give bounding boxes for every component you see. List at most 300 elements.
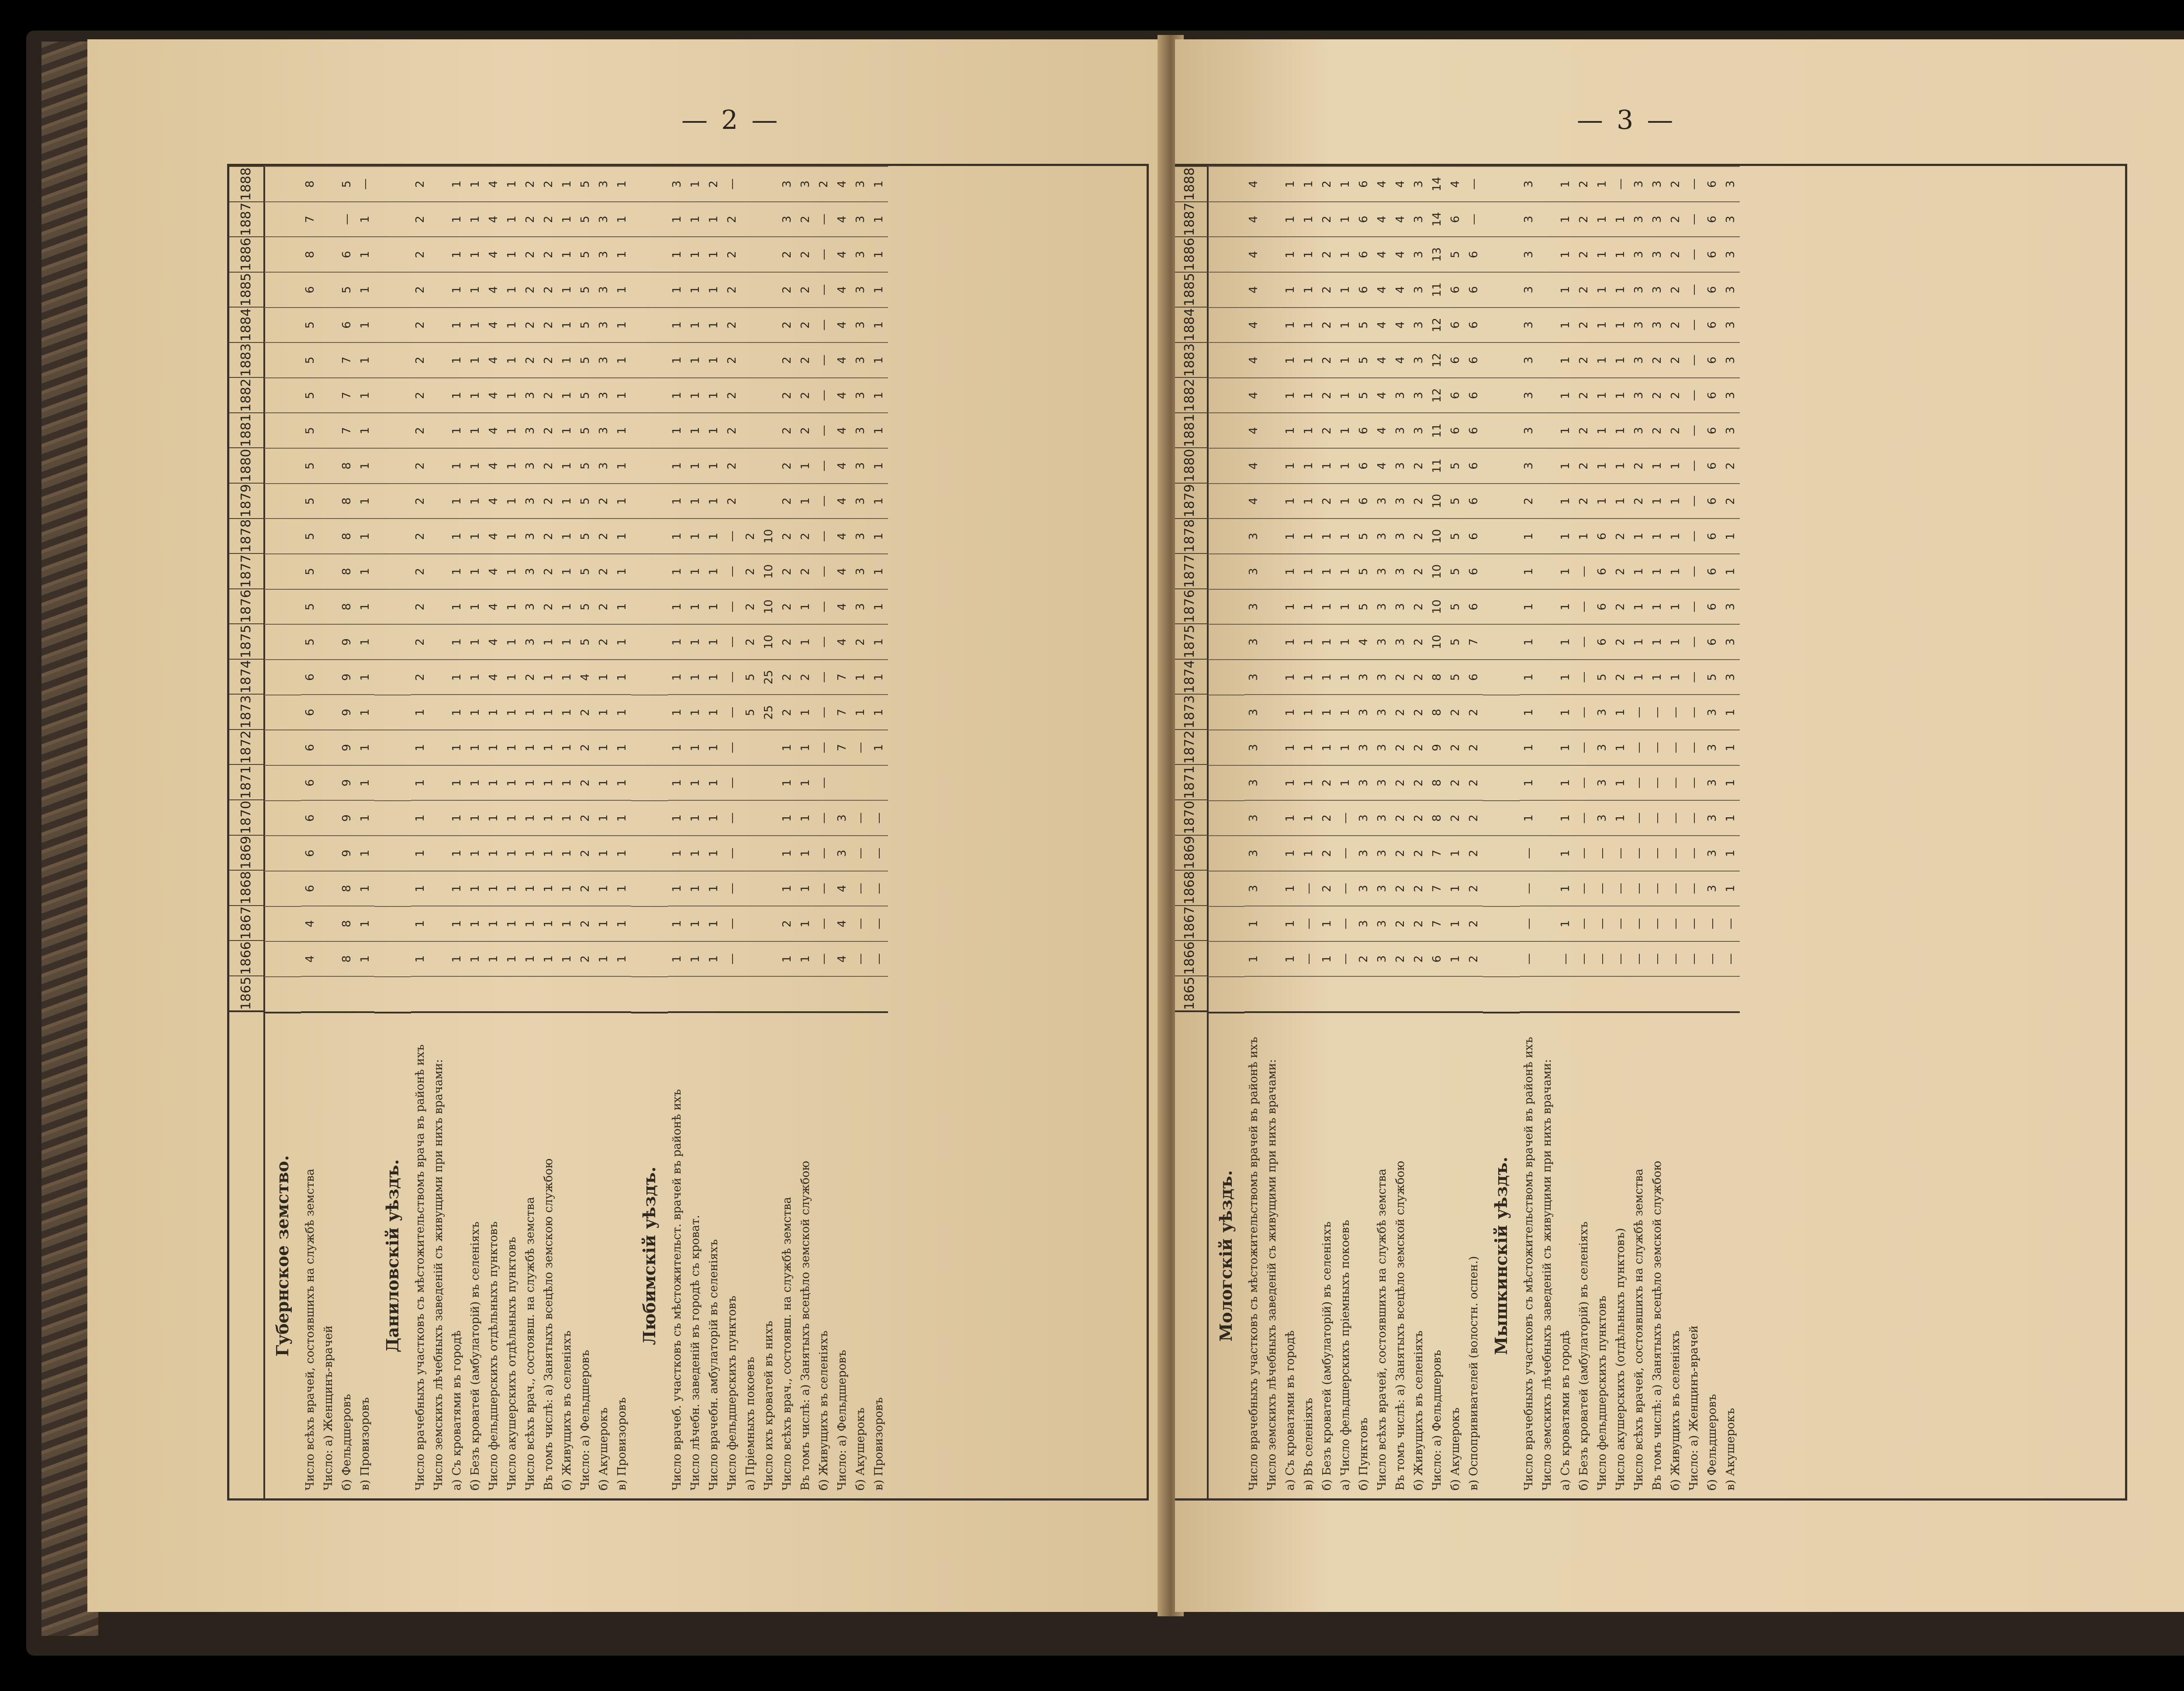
value-cell: 1 <box>503 307 521 342</box>
year-header-cell: 1868 <box>229 870 263 905</box>
value-cell: 1 <box>613 448 631 483</box>
value-cell: 10 <box>760 624 778 659</box>
value-cell: 1 <box>1520 730 1538 765</box>
value-cell <box>741 342 760 377</box>
value-cell: 2 <box>1611 624 1630 659</box>
value-cell: 1 <box>613 553 631 589</box>
value-cell: 4 <box>484 201 503 237</box>
value-cell: 2 <box>1410 941 1428 976</box>
value-cell: — <box>815 518 833 553</box>
value-cell: 1 <box>1336 448 1355 483</box>
value-cell: 2 <box>411 166 429 201</box>
row-label: Число всѣхъ врач., состоявш. на службѣ земства <box>778 1011 796 1498</box>
value-cell: 4 <box>1373 448 1391 483</box>
value-cell: 2 <box>576 835 594 871</box>
value-cell: 5 <box>1446 518 1465 553</box>
value-cell: 4 <box>484 518 503 553</box>
value-cell: 2 <box>521 342 539 377</box>
value-cell: 3 <box>1373 518 1391 553</box>
value-cell: 3 <box>1520 166 1538 201</box>
section-title-row <box>631 166 668 1498</box>
year-header-cell: 1870 <box>1175 799 1207 835</box>
value-cell: 3 <box>851 589 870 624</box>
value-cell: 2 <box>1318 871 1336 906</box>
value-cell: — <box>1685 448 1703 483</box>
table-row <box>429 166 448 1498</box>
value-cell <box>760 835 778 871</box>
value-cell: 11 <box>1428 448 1446 483</box>
value-cell <box>1263 659 1281 695</box>
value-cell: 4 <box>1391 272 1410 307</box>
value-cell: — <box>815 307 833 342</box>
value-cell: 1 <box>1611 201 1630 237</box>
value-cell: 6 <box>1703 624 1721 659</box>
empty-cell <box>1483 412 1520 448</box>
value-cell: 1 <box>466 730 484 765</box>
value-cell: 2 <box>411 483 429 519</box>
value-cell: 1 <box>448 694 466 730</box>
value-cell: 1 <box>1630 659 1648 695</box>
value-cell: 1 <box>1244 906 1263 941</box>
value-cell: 1 <box>539 800 558 835</box>
value-cell: 1 <box>1281 166 1299 201</box>
value-cell <box>429 941 448 976</box>
value-cell: 12 <box>1428 342 1446 377</box>
value-cell: 1 <box>594 871 613 906</box>
value-cell: 1 <box>466 800 484 835</box>
value-cell: 1 <box>1666 624 1685 659</box>
value-cell: 2 <box>796 518 815 553</box>
value-cell: 2 <box>1410 553 1428 589</box>
row-label: б) Безъ кроватей (амбулаторій) въ селеніяхъ <box>1318 1011 1336 1498</box>
value-cell: — <box>723 730 741 765</box>
year-header-cell: 1882 <box>1175 377 1207 412</box>
value-cell: — <box>1666 800 1685 835</box>
value-cell: 3 <box>1721 624 1740 659</box>
empty-cell <box>264 483 301 519</box>
value-cell: — <box>870 941 888 976</box>
value-cell: 1 <box>558 412 576 448</box>
value-cell <box>319 166 338 201</box>
value-cell: — <box>1648 765 1666 800</box>
value-cell: 3 <box>1244 624 1263 659</box>
rotated-table-body <box>229 166 1147 1498</box>
value-cell: 4 <box>1373 377 1391 413</box>
value-cell: 1 <box>1299 272 1318 307</box>
value-cell: 1 <box>558 448 576 483</box>
row-label: Число врачебныхъ участковъ съ мѣстожительствомъ врачей въ районѣ ихъ <box>1244 1011 1263 1498</box>
value-cell: 1 <box>1556 800 1575 835</box>
value-cell <box>1263 800 1281 835</box>
value-cell <box>613 976 631 1011</box>
empty-cell <box>1208 695 1244 730</box>
value-cell: 6 <box>1355 166 1373 201</box>
value-cell <box>411 976 429 1011</box>
value-cell: 1 <box>1721 800 1740 835</box>
value-cell: 5 <box>1446 589 1465 624</box>
value-cell: 1 <box>503 166 521 201</box>
value-cell: 6 <box>1703 553 1721 589</box>
value-cell: 1 <box>356 941 374 976</box>
empty-cell <box>374 518 411 553</box>
empty-cell <box>631 272 668 307</box>
value-cell: 1 <box>503 659 521 695</box>
empty-cell <box>631 518 668 553</box>
value-cell: 5 <box>1355 518 1373 553</box>
value-cell: 5 <box>338 272 356 307</box>
value-cell: 3 <box>1648 272 1666 307</box>
value-cell: 2 <box>594 624 613 659</box>
value-cell <box>760 871 778 906</box>
empty-cell <box>631 659 668 695</box>
value-cell: 1 <box>558 272 576 307</box>
value-cell: — <box>815 765 833 800</box>
empty-cell <box>374 236 411 272</box>
empty-cell <box>1483 906 1520 941</box>
value-cell <box>1263 483 1281 519</box>
value-cell: 1 <box>448 518 466 553</box>
value-cell: 1 <box>1281 201 1299 237</box>
value-cell: 8 <box>301 166 319 201</box>
value-cell: 5 <box>576 166 594 201</box>
value-cell: 1 <box>1299 483 1318 519</box>
value-cell: 1 <box>613 166 631 201</box>
value-cell: 1 <box>411 694 429 730</box>
value-cell: 1 <box>466 448 484 483</box>
value-cell: 1 <box>466 765 484 800</box>
value-cell: — <box>1648 730 1666 765</box>
value-cell: 6 <box>1355 448 1373 483</box>
value-cell: 4 <box>1244 166 1263 201</box>
value-cell: — <box>723 941 741 976</box>
value-cell: 2 <box>1465 730 1483 765</box>
value-cell: 1 <box>1611 342 1630 377</box>
value-cell <box>1538 694 1556 730</box>
value-cell: 4 <box>1373 236 1391 272</box>
year-header-cell: 1876 <box>229 588 263 624</box>
value-cell: 5 <box>301 342 319 377</box>
value-cell: 3 <box>1391 448 1410 483</box>
value-cell <box>741 800 760 835</box>
value-cell: 2 <box>1391 871 1410 906</box>
value-cell: 2 <box>1666 377 1685 413</box>
value-cell: — <box>1575 906 1593 941</box>
value-cell: 2 <box>796 307 815 342</box>
value-cell: 1 <box>503 377 521 413</box>
value-cell: — <box>723 906 741 941</box>
year-header-cell: 1881 <box>1175 412 1207 448</box>
table-row <box>338 166 356 1498</box>
empty-cell <box>1208 307 1244 342</box>
value-cell: 4 <box>833 377 851 413</box>
year-header-cell: 1877 <box>229 553 263 588</box>
value-cell: 2 <box>741 624 760 659</box>
value-cell <box>760 941 778 976</box>
value-cell: 1 <box>1281 730 1299 765</box>
value-cell <box>833 976 851 1011</box>
value-cell: 4 <box>1244 412 1263 448</box>
value-cell: 2 <box>723 377 741 413</box>
empty-cell <box>631 377 668 413</box>
value-cell: 6 <box>1703 448 1721 483</box>
header-label-cell <box>229 1010 263 1498</box>
empty-cell <box>264 695 301 730</box>
value-cell: 3 <box>1703 765 1721 800</box>
value-cell: — <box>1336 906 1355 941</box>
value-cell: — <box>1685 589 1703 624</box>
value-cell <box>1538 800 1556 835</box>
value-cell <box>429 518 448 553</box>
value-cell: 2 <box>1410 800 1428 835</box>
value-cell: 1 <box>1556 730 1575 765</box>
value-cell: 1 <box>484 871 503 906</box>
value-cell: 1 <box>1611 307 1630 342</box>
empty-cell <box>1483 377 1520 413</box>
table-row <box>760 166 778 1498</box>
value-cell: 1 <box>503 236 521 272</box>
value-cell <box>319 835 338 871</box>
value-cell: 5 <box>576 553 594 589</box>
empty-cell <box>374 659 411 695</box>
value-cell: 1 <box>686 448 705 483</box>
value-cell: 1 <box>466 483 484 519</box>
value-cell: 2 <box>1318 201 1336 237</box>
empty-cell <box>631 871 668 906</box>
value-cell <box>319 377 338 413</box>
value-cell: 2 <box>1318 307 1336 342</box>
value-cell: 3 <box>1721 166 1740 201</box>
value-cell: 2 <box>1410 694 1428 730</box>
empty-cell <box>1483 448 1520 483</box>
value-cell: 4 <box>1391 342 1410 377</box>
value-cell: 2 <box>1410 730 1428 765</box>
value-cell <box>319 272 338 307</box>
empty-cell <box>1483 800 1520 836</box>
value-cell: 2 <box>1391 694 1410 730</box>
row-label: б) Фельдшеровъ <box>1703 1011 1721 1498</box>
value-cell: 1 <box>1575 518 1593 553</box>
table-row <box>1318 166 1336 1498</box>
value-cell: 1 <box>796 800 815 835</box>
value-cell: — <box>1630 871 1648 906</box>
value-cell: 2 <box>576 871 594 906</box>
value-cell <box>338 976 356 1011</box>
value-cell: 6 <box>1355 483 1373 519</box>
value-cell: 1 <box>668 624 686 659</box>
value-cell: 1 <box>1299 342 1318 377</box>
value-cell: 6 <box>1465 553 1483 589</box>
value-cell: 2 <box>411 307 429 342</box>
year-header-cell: 1867 <box>229 905 263 941</box>
value-cell: 2 <box>1465 800 1483 835</box>
value-cell: — <box>851 835 870 871</box>
table-row <box>356 166 374 1498</box>
value-cell: 8 <box>338 906 356 941</box>
table-row <box>539 166 558 1498</box>
row-label: а) Съ кроватями въ городѣ <box>1281 1011 1299 1498</box>
value-cell: 1 <box>1593 412 1611 448</box>
value-cell: 4 <box>1373 201 1391 237</box>
table-row <box>411 166 429 1498</box>
value-cell <box>1263 906 1281 941</box>
value-cell: — <box>815 835 833 871</box>
table-body <box>1208 166 1740 1498</box>
empty-cell <box>264 765 301 800</box>
value-cell: 1 <box>1721 765 1740 800</box>
value-cell <box>760 800 778 835</box>
value-cell: 2 <box>521 307 539 342</box>
value-cell: 4 <box>833 342 851 377</box>
empty-cell <box>1483 553 1520 589</box>
value-cell: — <box>815 941 833 976</box>
value-cell: — <box>1593 906 1611 941</box>
year-header-cell: 1871 <box>1175 764 1207 799</box>
value-cell: 1 <box>448 800 466 835</box>
value-cell: 1 <box>613 272 631 307</box>
value-cell: 2 <box>1318 835 1336 871</box>
value-cell: 1 <box>1556 871 1575 906</box>
value-cell <box>1446 976 1465 1011</box>
value-cell: 2 <box>411 412 429 448</box>
row-label: б) Фельдшеровъ <box>338 1011 356 1498</box>
value-cell <box>319 765 338 800</box>
value-cell: 3 <box>1244 694 1263 730</box>
value-cell <box>1263 166 1281 201</box>
value-cell: 6 <box>1703 307 1721 342</box>
value-cell <box>356 976 374 1011</box>
value-cell: 1 <box>484 941 503 976</box>
value-cell: 1 <box>668 412 686 448</box>
value-cell: 3 <box>1244 871 1263 906</box>
value-cell <box>870 976 888 1011</box>
value-cell: 1 <box>521 730 539 765</box>
value-cell: 2 <box>723 342 741 377</box>
value-cell: 1 <box>1299 307 1318 342</box>
value-cell: 1 <box>558 553 576 589</box>
empty-cell <box>374 906 411 941</box>
value-cell: 6 <box>1703 483 1721 519</box>
value-cell: 9 <box>338 694 356 730</box>
value-cell: 1 <box>1556 624 1575 659</box>
value-cell: 5 <box>1355 553 1373 589</box>
year-header-cell: 1865 <box>1175 975 1207 1011</box>
empty-cell <box>631 695 668 730</box>
value-cell: 1 <box>1648 589 1666 624</box>
value-cell: 3 <box>1520 236 1538 272</box>
value-cell: 3 <box>1410 307 1428 342</box>
value-cell: 1 <box>1593 201 1611 237</box>
value-cell: 1 <box>503 518 521 553</box>
value-cell: 3 <box>851 377 870 413</box>
value-cell: 6 <box>1703 272 1721 307</box>
value-cell: 3 <box>1410 272 1428 307</box>
row-label: Число: а) Женщинъ-врачей <box>319 1011 338 1498</box>
value-cell: — <box>1685 553 1703 589</box>
empty-cell <box>374 976 411 1012</box>
value-cell: 2 <box>1410 659 1428 695</box>
value-cell: 2 <box>594 483 613 519</box>
value-cell: 4 <box>833 518 851 553</box>
value-cell: 3 <box>1703 871 1721 906</box>
value-cell: 1 <box>778 941 796 976</box>
year-header-cell: 1883 <box>229 342 263 377</box>
value-cell: 2 <box>1666 342 1685 377</box>
value-cell: 2 <box>1318 272 1336 307</box>
value-cell: 2 <box>411 659 429 695</box>
value-cell <box>741 835 760 871</box>
value-cell: 2 <box>1446 765 1465 800</box>
value-cell <box>870 765 888 800</box>
value-cell: 4 <box>833 236 851 272</box>
value-cell: 1 <box>558 166 576 201</box>
table-row <box>1391 166 1410 1498</box>
value-cell: 1 <box>521 765 539 800</box>
value-cell: 2 <box>576 906 594 941</box>
value-cell: 1 <box>1336 659 1355 695</box>
value-cell: 1 <box>558 871 576 906</box>
value-cell: — <box>1685 906 1703 941</box>
value-cell: 1 <box>1520 553 1538 589</box>
value-cell: 6 <box>1465 448 1483 483</box>
value-cell: 2 <box>1446 694 1465 730</box>
value-cell: 1 <box>668 201 686 237</box>
value-cell <box>429 694 448 730</box>
value-cell <box>741 448 760 483</box>
value-cell: 1 <box>1721 518 1740 553</box>
value-cell: 1 <box>668 871 686 906</box>
value-cell: 1 <box>521 694 539 730</box>
value-cell: 1 <box>466 624 484 659</box>
row-label: б) Безъ кроватей (амбулаторій) въ селеніяхъ <box>1575 1011 1593 1498</box>
value-cell: — <box>1630 800 1648 835</box>
empty-cell <box>264 730 301 765</box>
empty-cell <box>374 342 411 377</box>
row-label: б) Живущихъ въ селеніяхъ <box>815 1011 833 1498</box>
value-cell: — <box>1336 871 1355 906</box>
value-cell: 3 <box>1373 553 1391 589</box>
value-cell <box>1465 976 1483 1011</box>
value-cell: 1 <box>1721 835 1740 871</box>
value-cell: 8 <box>1428 800 1446 835</box>
year-header-cell: 1877 <box>1175 553 1207 588</box>
value-cell: — <box>1685 730 1703 765</box>
value-cell: 4 <box>1355 624 1373 659</box>
value-cell: 1 <box>356 659 374 695</box>
value-cell: 10 <box>1428 553 1446 589</box>
right-page <box>1175 39 2184 1612</box>
value-cell <box>448 976 466 1011</box>
empty-cell <box>264 342 301 377</box>
table-row <box>1336 166 1355 1498</box>
value-cell: 2 <box>1575 272 1593 307</box>
value-cell: 1 <box>851 694 870 730</box>
empty-cell <box>1483 765 1520 800</box>
value-cell: — <box>1666 835 1685 871</box>
empty-cell <box>374 553 411 589</box>
value-cell: 2 <box>1611 518 1630 553</box>
value-cell: — <box>723 553 741 589</box>
value-cell: 4 <box>484 483 503 519</box>
value-cell: 1 <box>1336 201 1355 237</box>
value-cell <box>576 976 594 1011</box>
value-cell: 1 <box>356 906 374 941</box>
value-cell: 3 <box>1630 412 1648 448</box>
table-row <box>1666 166 1685 1498</box>
value-cell: 1 <box>1281 835 1299 871</box>
value-cell: 6 <box>1465 342 1483 377</box>
value-cell: 1 <box>1281 236 1299 272</box>
value-cell: — <box>1721 906 1740 941</box>
